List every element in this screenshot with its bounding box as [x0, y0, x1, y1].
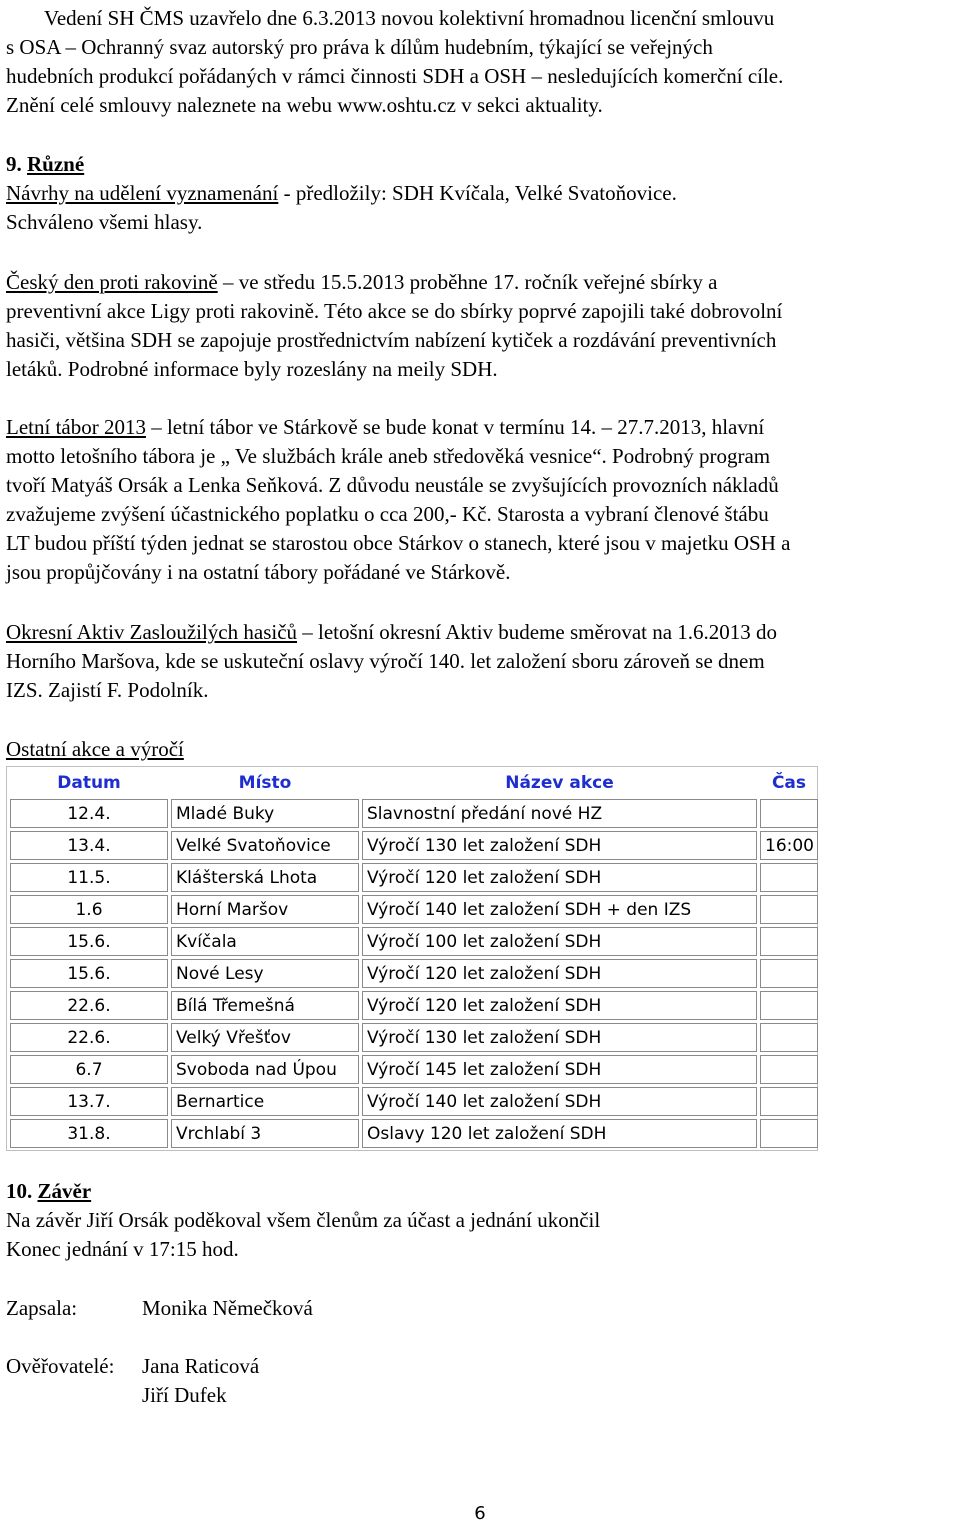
- table-row: [10, 831, 818, 860]
- summer-camp-paragraph: [6, 413, 790, 587]
- cell-event: Výročí 120 let založení SDH: [362, 863, 757, 892]
- cell-event: Výročí 120 let založení SDH: [362, 991, 757, 1020]
- cell-place: Klášterská Lhota: [171, 863, 359, 892]
- table-row: [10, 895, 818, 924]
- awards-text: - předložily: SDH Kvíčala, Velké Svatoňovice.: [278, 181, 677, 205]
- camp-line-4: zvažujeme zvýšení účastnického poplatku o cca 200,- Kč. Starosta a vybraní členové štábu: [6, 502, 769, 526]
- cell-event: Výročí 120 let založení SDH: [362, 959, 757, 988]
- intro-line-3: hudebních produkcí pořádaných v rámci činnosti SDH a OSH – nesledujících komerční cíle.: [6, 64, 784, 88]
- camp-line-6: jsou propůjčovány i na ostatní tábory pořádané ve Stárkově.: [6, 560, 511, 584]
- intro-line-1: [6, 4, 783, 33]
- cell-event: Slavnostní předání nové HZ: [362, 799, 757, 828]
- cell-date: 15.6.: [10, 959, 168, 988]
- cell-event: Výročí 140 let založení SDH + den IZS: [362, 895, 757, 924]
- cell-date: 22.6.: [10, 1023, 168, 1052]
- cancer-text-1: – ve středu 15.5.2013 proběhne 17. ročník veřejné sbírky a: [217, 270, 718, 294]
- col-header-date: Datum: [57, 773, 121, 793]
- cell-place: Velké Svatoňovice: [171, 831, 359, 860]
- table-row: [10, 1023, 818, 1052]
- awards-label: Návrhy na udělení vyznamenání: [6, 181, 279, 205]
- aktiv-paragraph: [6, 618, 777, 705]
- cell-date: 15.6.: [10, 927, 168, 956]
- camp-line-1: [6, 413, 790, 442]
- section-9-number: 9.: [6, 152, 22, 176]
- cell-time: [760, 959, 818, 988]
- cell-date: 11.5.: [10, 863, 168, 892]
- events-heading: Ostatní akce a výročí: [6, 737, 184, 761]
- aktiv-text-1: – letošní okresní Aktiv budeme směrovat na 1.6.2013 do: [297, 620, 778, 644]
- cancer-day-paragraph: [6, 268, 782, 384]
- aktiv-line-3: IZS. Zajistí F. Podolník.: [6, 678, 209, 702]
- aktiv-label: Okresní Aktiv Zasloužilých hasičů: [6, 620, 298, 644]
- cell-time: [760, 991, 818, 1020]
- cell-time: [760, 863, 818, 892]
- verifiers-label: Ověřovatelé:: [6, 1354, 115, 1378]
- aktiv-line-1: [6, 618, 777, 647]
- cancer-line-2: preventivní akce Ligy proti rakovině. Této akce se do sbírky poprvé zapojili také dobrovolní: [6, 299, 783, 323]
- cancer-day-label: Český den proti rakovině: [6, 270, 218, 294]
- cell-place: Kvíčala: [171, 927, 359, 956]
- intro-line-2: s OSA – Ochranný svaz autorský pro práva k dílům hudebním, týkající se veřejných: [6, 35, 713, 59]
- table-row: [10, 863, 818, 892]
- recorded-by-label: Zapsala:: [6, 1296, 78, 1320]
- cancer-line-4: letáků. Podrobné informace byly rozeslány na meily SDH.: [6, 357, 498, 381]
- osa-license-paragraph: [6, 4, 783, 120]
- cell-time: [760, 799, 818, 828]
- verifiers-line-2: [6, 1381, 259, 1410]
- verifiers-line-1: [6, 1352, 259, 1381]
- table-row: [10, 927, 818, 956]
- cell-event: Výročí 130 let založení SDH: [362, 1023, 757, 1052]
- cell-time: [760, 1023, 818, 1052]
- intro-line-4: Znění celé smlouvy naleznete na webu www.oshtu.cz v sekci aktuality.: [6, 93, 603, 117]
- table-row: [10, 959, 818, 988]
- cell-date: 31.8.: [10, 1119, 168, 1148]
- section-10-heading: [6, 1177, 600, 1206]
- col-header-event: Název akce: [505, 773, 614, 793]
- camp-line-2: motto letošního tábora je „ Ve službách krále aneb středověká vesnice“. Podrobný program: [6, 444, 771, 468]
- col-header-place: Místo: [238, 773, 292, 793]
- cell-place: Mladé Buky: [171, 799, 359, 828]
- verifier-name-1: Jana Raticová: [142, 1354, 260, 1378]
- camp-line-3: tvoří Matyáš Orsák a Lenka Seňková. Z důvodu neustále se zvyšujících provozních nákladů: [6, 473, 779, 497]
- cell-event: Výročí 130 let založení SDH: [362, 831, 757, 860]
- cell-place: Nové Lesy: [171, 959, 359, 988]
- awards-proposal: [6, 179, 677, 208]
- section-9-title: Různé: [27, 152, 85, 176]
- cancer-line-1: [6, 268, 782, 297]
- cell-event: Výročí 145 let založení SDH: [362, 1055, 757, 1084]
- verifiers: [6, 1352, 259, 1410]
- conclusion-line-2: Konec jednání v 17:15 hod.: [6, 1237, 239, 1261]
- cell-time: [760, 927, 818, 956]
- conclusion-line-1: Na závěr Jiří Orsák poděkoval všem členům za účast a jednání ukončil: [6, 1208, 601, 1232]
- events-header-row: [10, 770, 818, 796]
- cell-place: Bernartice: [171, 1087, 359, 1116]
- cell-event: Výročí 100 let založení SDH: [362, 927, 757, 956]
- table-row: [10, 1119, 818, 1148]
- cell-event: Výročí 140 let založení SDH: [362, 1087, 757, 1116]
- col-header-time: Čas: [771, 773, 807, 793]
- cell-time: 16:00: [760, 831, 818, 860]
- cell-date: 13.7.: [10, 1087, 168, 1116]
- cell-date: 12.4.: [10, 799, 168, 828]
- recorded-by-name: Monika Němečková: [142, 1296, 313, 1320]
- section-9: [6, 150, 677, 237]
- section-10-title: Závěr: [37, 1179, 92, 1203]
- section-10: [6, 1177, 600, 1264]
- cell-event: Oslavy 120 let založení SDH: [362, 1119, 757, 1148]
- events-table: [7, 767, 821, 1151]
- cell-place: Svoboda nad Úpou: [171, 1055, 359, 1084]
- table-row: [10, 991, 818, 1020]
- table-row: [10, 1055, 818, 1084]
- cell-time: [760, 895, 818, 924]
- cell-date: 22.6.: [10, 991, 168, 1020]
- aktiv-line-2: Horního Maršova, kde se uskuteční oslavy výročí 140. let založení sboru zároveň se dnem: [6, 649, 765, 673]
- cancer-line-3: hasiči, většina SDH se zapojuje prostřednictvím nabízení kytiček a rozdávání preventivních: [6, 328, 777, 352]
- cell-time: [760, 1119, 818, 1148]
- camp-line-5: LT budou příští týden jednat se starostou obce Stárkov o stanech, které jsou v majetku OSH a: [6, 531, 791, 555]
- page-number: 6: [474, 1503, 486, 1524]
- cell-place: Bílá Třemešná: [171, 991, 359, 1020]
- cell-date: 1.6: [10, 895, 168, 924]
- cell-time: [760, 1087, 818, 1116]
- verifier-name-2: Jiří Dufek: [142, 1383, 227, 1407]
- table-row: [10, 799, 818, 828]
- events-table-frame: [6, 766, 818, 1151]
- recorded-by: [6, 1294, 313, 1323]
- cell-date: 13.4.: [10, 831, 168, 860]
- camp-text-1: – letní tábor ve Stárkově se bude konat v termínu 14. – 27.7.2013, hlavní: [145, 415, 765, 439]
- approved-text: Schváleno všemi hlasy.: [6, 210, 203, 234]
- section-10-number: 10.: [6, 1179, 33, 1203]
- cell-time: [760, 1055, 818, 1084]
- section-9-heading: [6, 150, 677, 179]
- cell-place: Vrchlabí 3: [171, 1119, 359, 1148]
- cell-date: 6.7: [10, 1055, 168, 1084]
- cell-place: Velký Vřešťov: [171, 1023, 359, 1052]
- summer-camp-label: Letní tábor 2013: [6, 415, 146, 439]
- table-row: [10, 1087, 818, 1116]
- intro-text-1: Vedení SH ČMS uzavřelo dne 6.3.2013 novou kolektivní hromadnou licenční smlouvu: [44, 6, 775, 30]
- cell-place: Horní Maršov: [171, 895, 359, 924]
